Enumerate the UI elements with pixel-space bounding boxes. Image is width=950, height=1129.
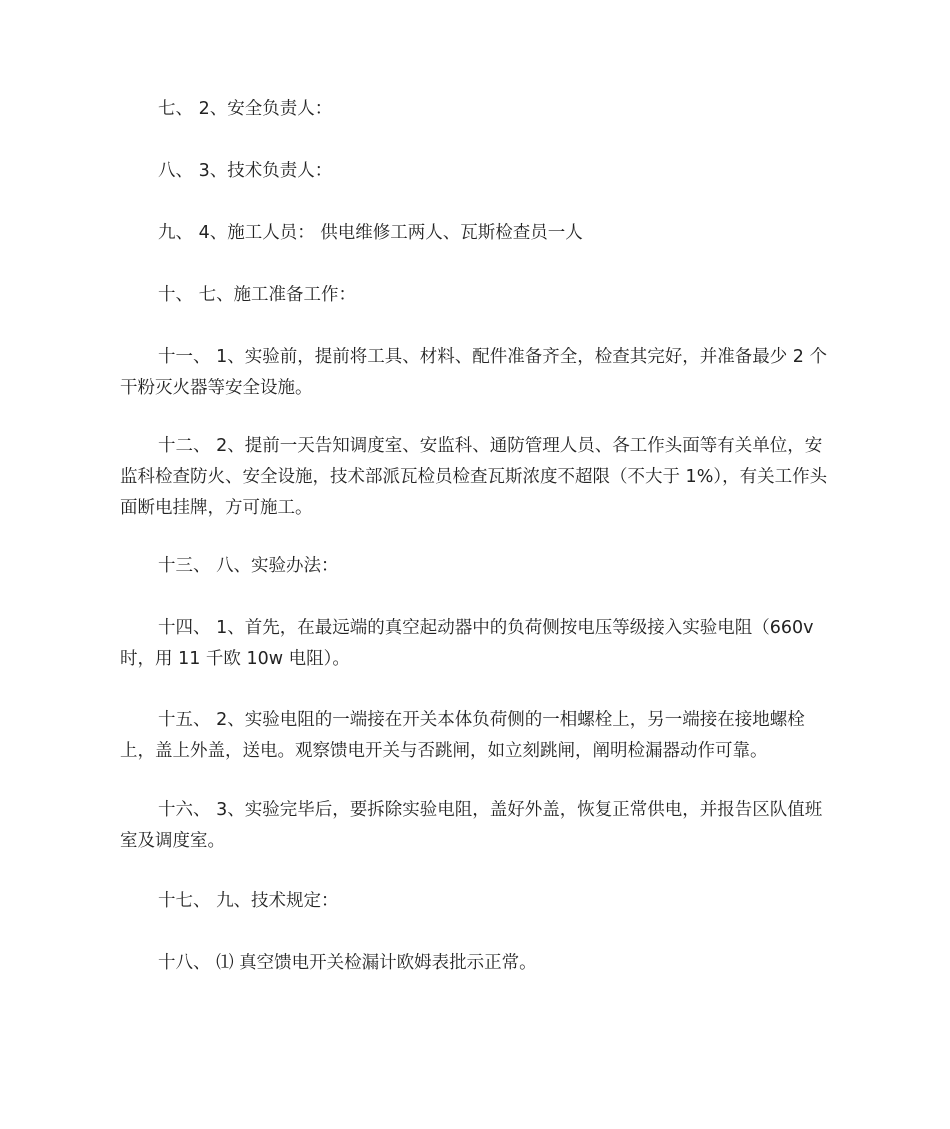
paragraph-17: 十七、 九、技术规定：: [158, 891, 339, 911]
paragraph-18: 十八、 ⑴ 真空馈电开关检漏计欧姆表批示正常。: [158, 953, 537, 973]
paragraph-13: 十三、 八、实验办法：: [158, 556, 339, 576]
paragraph-10: 十、 七、施工准备工作：: [158, 285, 357, 305]
paragraph-8: 八、 3、技术负责人：: [158, 161, 333, 181]
paragraph-12: 十二、 2、提前一天告知调度室、安监科、通防管理人员、各工作头面等有关单位，安监科检查防火、安全设施，技术部派瓦检员检查瓦斯浓度不超限（不大于 1%），有关工作头面断电挂牌，方可施工。: [120, 436, 828, 518]
paragraph-7: 七、 2、安全负责人：: [158, 99, 333, 119]
paragraph-11: 十一、 1、实验前，提前将工具、材料、配件准备齐全，检查其完好，并准备最少 2 个干粉灭火器等安全设施。: [120, 347, 827, 398]
paragraph-16: 十六、 3、实验完毕后，要拆除实验电阻，盖好外盖，恢复正常供电，并报告区队值班室及调度室。: [120, 800, 823, 851]
paragraph-9: 九、 4、施工人员： 供电维修工两人、瓦斯检查员一人: [158, 223, 583, 243]
paragraph-14: 十四、 1、首先，在最远端的真空起动器中的负荷侧按电压等级接入实验电阻（660v 时，用 11 千欧 10w 电阻）。: [120, 618, 814, 669]
paragraph-15: 十五、 2、实验电阻的一端接在开关本体负荷侧的一相螺栓上，另一端接在接地螺栓上，盖上外盖，送电。观察馈电开关与否跳闸，如立刻跳闸，阐明检漏器动作可靠。: [120, 710, 805, 761]
